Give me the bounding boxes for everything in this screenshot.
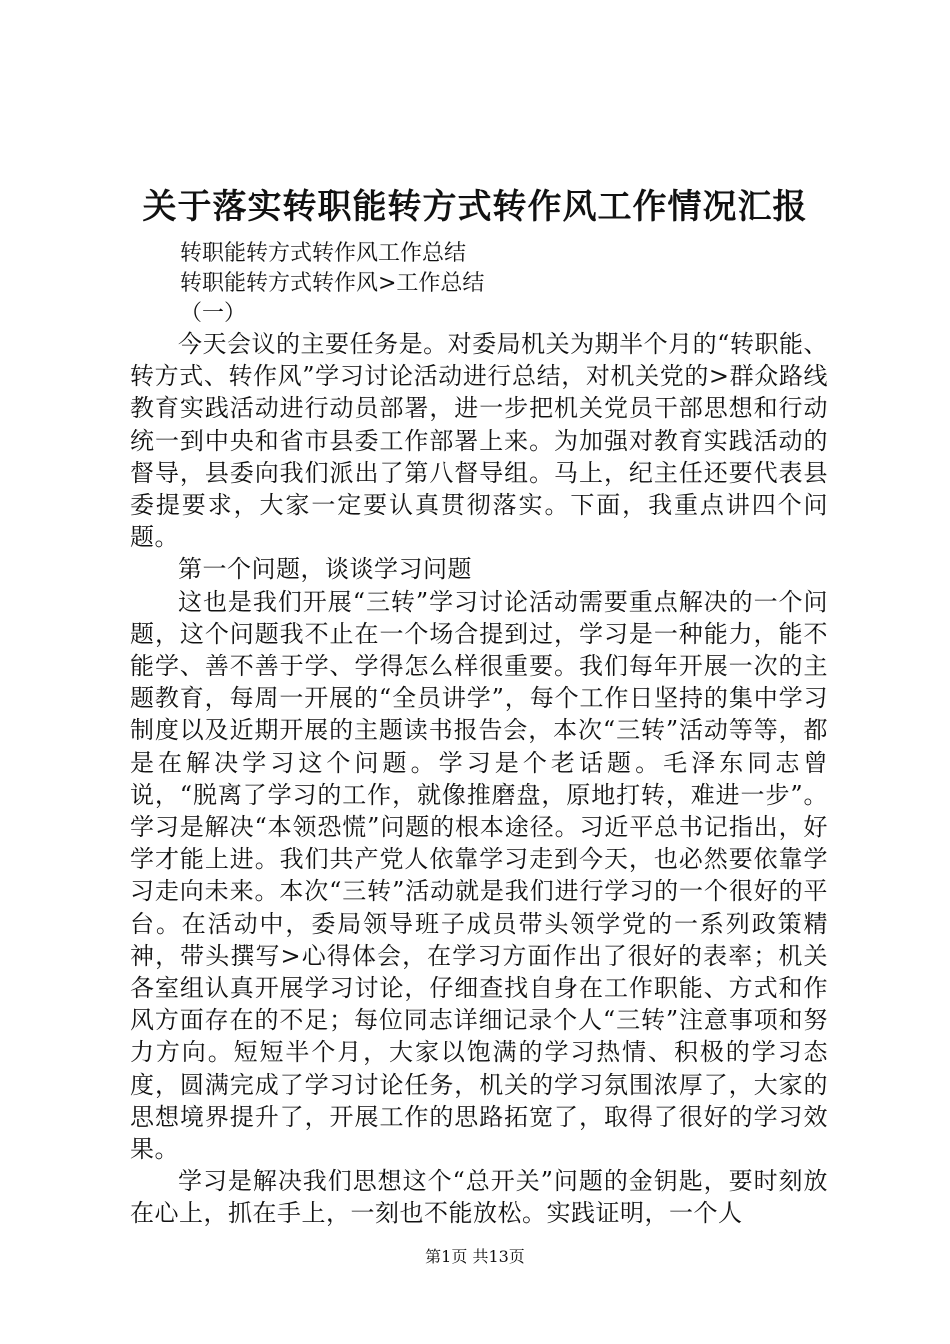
paragraph-key: 学习是解决我们思想这个“总开关”问题的金钥匙，要时刻放在心上，抓在手上，一刻也不能放松。实践证明，一个人 xyxy=(130,1167,828,1228)
page-footer: 第1页 共13页 xyxy=(425,1247,525,1266)
document-title: 关于落实转职能转方式转作风工作情况汇报 xyxy=(142,187,808,227)
paragraph-intro: 今天会议的主要任务是。对委局机关为期半个月的“转职能、转方式、转作风”学习讨论活动进行总结，对机关党的>群众路线教育实践活动进行动员部署，进一步把机关党员干部思想和行动统一到中央和省市县委工作部署上来。为加强对教育实践活动的督导，县委向我们派出了第八督导组。马上，纪主任还要代表县委提要求，大家一定要认真贯彻落实。下面，我重点讲四个问题。 xyxy=(130,330,828,552)
document-body xyxy=(130,328,828,1230)
section-heading-learning: 第一个问题，谈谈学习问题 xyxy=(178,555,472,584)
subtitle-summary-link: 转职能转方式转作风>工作总结 xyxy=(180,271,485,296)
subtitle-summary: 转职能转方式转作风工作总结 xyxy=(180,241,467,266)
section-marker: （一） xyxy=(180,301,247,326)
paragraph-learning: 这也是我们开展“三转”学习讨论活动需要重点解决的一个问题，这个问题我不止在一个场合提到过，学习是一种能力，能不能学、善不善于学、学得怎么样很重要。我们每年开展一次的主题教育，每周一开展的“全员讲学”，每个工作日坚持的集中学习制度以及近期开展的主题读书报告会，本次“三转”活动等等，都是在解决学习这个问题。学习是个老话题。毛泽东同志曾说，“脱离了学习的工作，就像推磨盘，原地打转，难进一步”。学习是解决“本领恐慌”问题的根本途径。习近平总书记指出，好学才能上进。我们共产党人依靠学习走到今天，也必然要依靠学习走向未来。本次“三转”活动就是我们进行学习的一个很好的平台。在活动中，委局领导班子成员带头领学党的一系列政策精神，带头撰写>心得体会，在学习方面作出了很好的表率；机关各室组认真开展学习讨论，仔细查找自身在工作职能、方式和作风方面存在的不足；每位同志详细记录个人“三转”注意事项和努力方向。短短半个月，大家以饱满的学习热情、积极的学习态度，圆满完成了学习讨论任务，机关的学习氛围浓厚了，大家的思想境界提升了，开展工作的思路拓宽了，取得了很好的学习效果。 xyxy=(130,587,828,1164)
